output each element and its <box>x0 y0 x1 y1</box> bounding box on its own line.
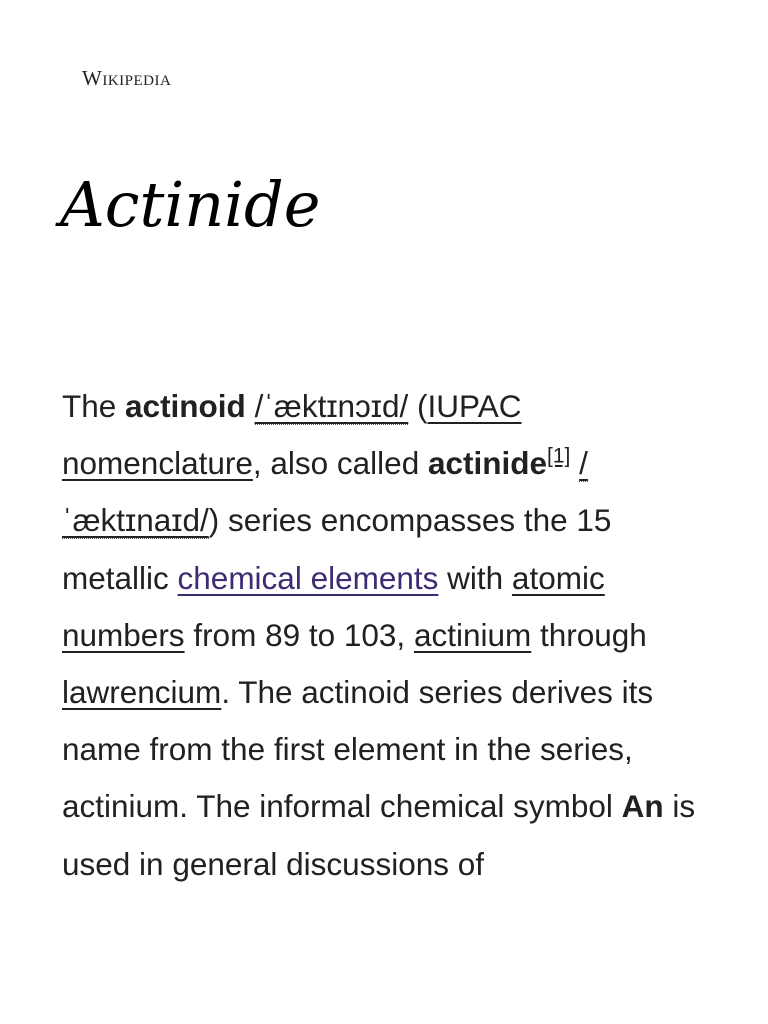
intro-text <box>246 388 255 424</box>
link-chemical-elements[interactable]: chemical elements <box>177 559 439 596</box>
symbol-an: An <box>621 788 664 825</box>
link-actinium[interactable]: actinium <box>413 616 532 653</box>
reference-1[interactable] <box>547 445 570 468</box>
intro-text <box>570 445 579 481</box>
pronunciation-actinoid-link[interactable]: /ˈæktɪnɔɪd/ <box>254 388 409 424</box>
term-actinide: actinide <box>427 445 548 482</box>
link-lawrencium[interactable]: lawrencium <box>62 674 222 711</box>
intro-text: . The actinoid series derives its name from the first element in the series, actinium. The informal chemical symbol <box>62 674 654 825</box>
intro-text: through <box>531 616 647 653</box>
intro-text: ) series encompasses the 15 metallic <box>62 502 612 596</box>
link-atomic-numbers[interactable]: atomic numbers <box>62 559 605 653</box>
reference-1-link[interactable]: [1] <box>547 444 571 468</box>
intro-text: from 89 to 103, <box>184 616 414 653</box>
intro-text: ( <box>408 388 428 424</box>
intro-text: is used in general discussions of <box>62 788 696 882</box>
intro-text: , also called <box>252 445 428 482</box>
term-actinoid: actinoid <box>125 388 246 424</box>
page-title: Actinide <box>60 168 321 241</box>
wikipedia-logo[interactable]: Wikipedia <box>82 66 172 90</box>
intro-text: The <box>62 388 126 424</box>
article-intro-paragraph <box>62 378 722 893</box>
link-iupac-nomenclature[interactable]: IUPAC nomenclature <box>62 388 522 482</box>
intro-text: with <box>438 559 512 596</box>
pronunciation-actinide-link[interactable]: /ˈæktɪnaɪd/ <box>62 445 588 539</box>
